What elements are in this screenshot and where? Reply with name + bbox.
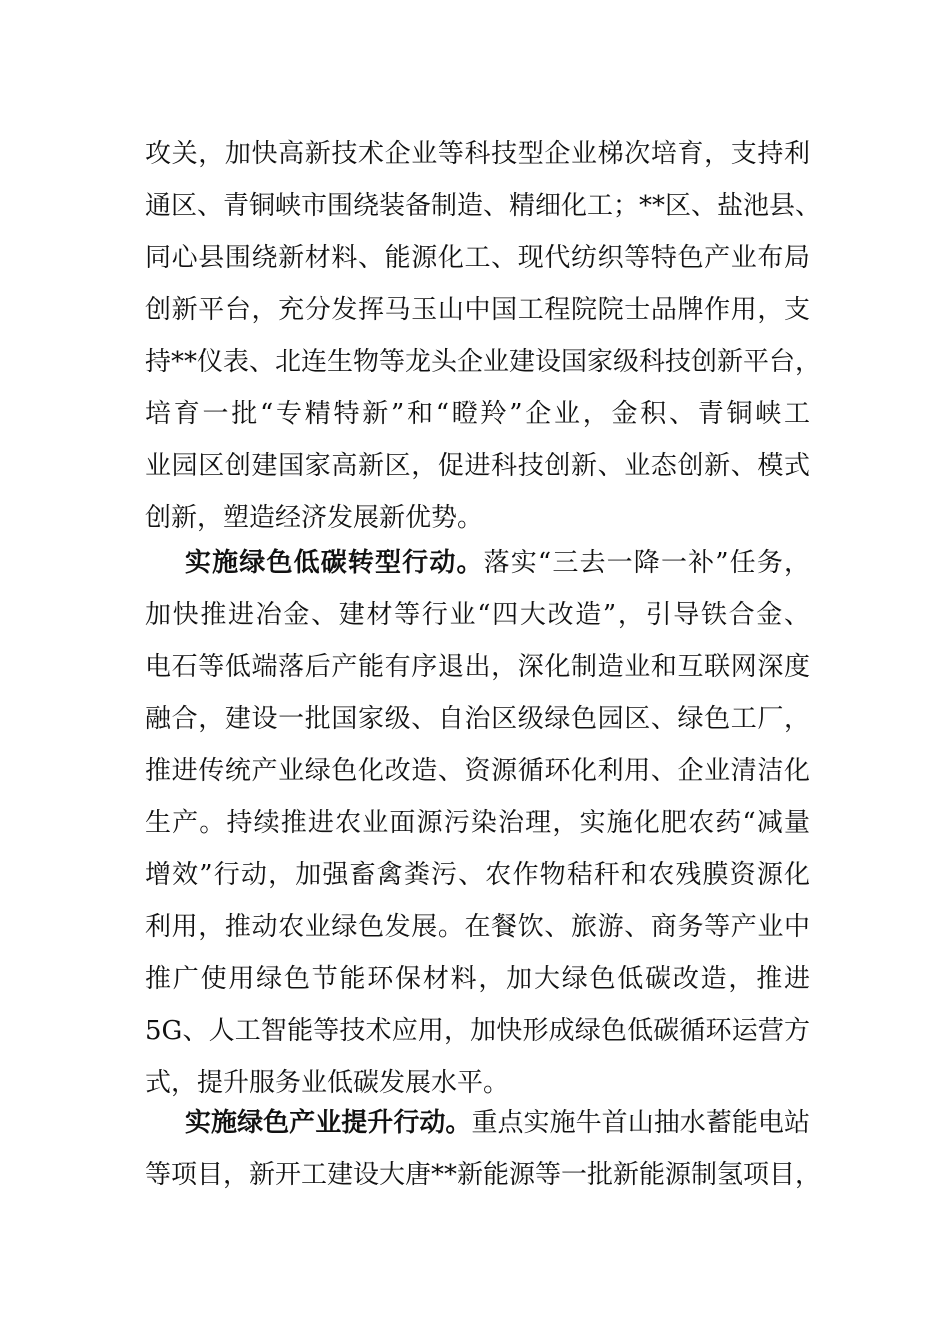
paragraph-line: 5G、人工智能等技术应用，加快形成绿色低碳循环运营方 xyxy=(145,1016,810,1046)
paragraph-line: 融合，建设一批国家级、自治区级绿色园区、绿色工厂， xyxy=(145,704,810,734)
paragraph-line: 业园区创建国家高新区，促进科技创新、业态创新、模式 xyxy=(145,451,810,481)
paragraph-line: 生产。持续推进农业面源污染治理，实施化肥农药“减量 xyxy=(145,808,810,838)
paragraph-line: 培育一批“专精特新”和“瞪羚”企业，金积、青铜峡工 xyxy=(145,399,810,429)
paragraph-text: 落实“三去一降一补”任务， xyxy=(483,548,810,578)
paragraph-line: 式，提升服务业低碳发展水平。 xyxy=(145,1068,510,1098)
paragraph-green-industry xyxy=(145,1097,822,1201)
paragraph-text: 重点实施牛首山抽水蓄能电站 xyxy=(471,1108,810,1138)
section-heading: 实施绿色产业提升行动。 xyxy=(185,1108,472,1138)
paragraph-line: 等项目，新开工建设大唐**新能源等一批新能源制氢项目， xyxy=(145,1160,822,1190)
paragraph-line: 通区、青铜峡市围绕装备制造、精细化工；**区、盐池县、 xyxy=(145,191,822,221)
paragraph-line: 推进传统产业绿色化改造、资源循环化利用、企业清洁化 xyxy=(145,756,810,786)
paragraph-line: 持**仪表、北连生物等龙头企业建设国家级科技创新平台， xyxy=(145,347,822,377)
paragraph-first-line xyxy=(145,1097,810,1149)
paragraph-line: 同心县围绕新材料、能源化工、现代纺织等特色产业布局 xyxy=(145,243,810,273)
paragraph-line: 攻关，加快高新技术企业等科技型企业梯次培育，支持利 xyxy=(145,139,810,169)
paragraph-line: 电石等低端落后产能有序退出，深化制造业和互联网深度 xyxy=(145,652,810,682)
paragraph-line: 增效”行动，加强畜禽粪污、农作物秸秆和农残膜资源化 xyxy=(145,860,810,890)
paragraph-first-line xyxy=(145,537,810,589)
paragraph-line: 加快推进冶金、建材等行业“四大改造”，引导铁合金、 xyxy=(145,600,810,630)
paragraph-line: 推广使用绿色节能环保材料，加大绿色低碳改造，推进 xyxy=(145,964,810,994)
section-heading: 实施绿色低碳转型行动。 xyxy=(185,548,484,578)
paragraph-line: 创新平台，充分发挥马玉山中国工程院院士品牌作用，支 xyxy=(145,295,810,325)
paragraph-line: 创新，塑造经济发展新优势。 xyxy=(145,503,484,533)
paragraph-tech-innovation xyxy=(145,128,822,544)
paragraph-line: 利用，推动农业绿色发展。在餐饮、旅游、商务等产业中 xyxy=(145,912,810,942)
paragraph-green-lowcarbon xyxy=(145,537,810,1109)
